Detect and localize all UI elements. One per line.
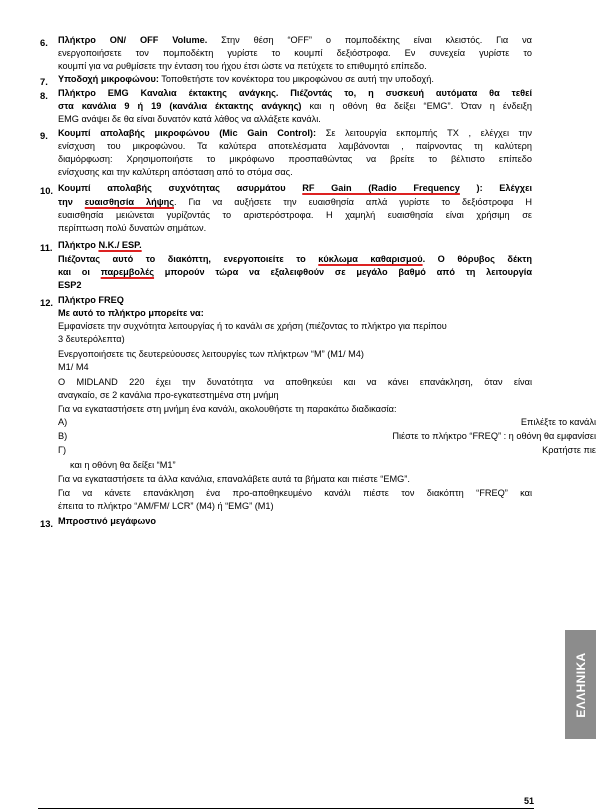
step-c-label: Γ) [58, 445, 67, 455]
item-6-line-3: κουμπί για να ρυθμίσετε την ένταση του ήχου έτσι ώστε να πετύχετε το επιθυμητό επίπεδο. [58, 61, 427, 71]
item-8-line-2: στα κανάλια 9 ή 19 (κανάλια έκτακτης ανάγκης) και η οθόνη θα δείξει “EMG”. Όταν η ένδειξη [58, 101, 532, 111]
item-7-line-1: Υποδοχή μικροφώνου: Τοποθετήστε τον κονέκτορα του μικροφώνου σε αυτή την υποδοχή. [58, 74, 434, 84]
item-10-line-1: Κουμπί απολαβής συχνότητας ασυρμάτου RF Gain (Radio Frequency ): Ελέγχει [58, 183, 532, 193]
item-11-line-3: και οι παρεμβολές μπορούν τώρα να εξαλειφθούν σε μεγάλο βαθμό από τη λειτουργία [58, 267, 532, 277]
item-number: 13. [40, 518, 54, 529]
step-b-label: B) [58, 431, 68, 441]
item-11-line-2: Πιέζοντας αυτό το διακόπτη, ενεργοποιείτε το κύκλωμα καθαρισμού. Ο θόρυβος δέκτη [58, 254, 532, 264]
language-tab-label: ΕΛΛΗΝΙΚΑ [573, 651, 588, 718]
item-11-line-4: ESP2 [58, 280, 82, 290]
item-13-title: Μπροστινό μεγάφωνο [58, 516, 156, 526]
item-12-line-7: Για να εγκαταστήσετε στη μνήμη ένα κανάλι, ακολουθήστε τη παρακάτω διαδικασία: [58, 404, 397, 414]
item-12-line-6: αναγκαίο, σε 2 κανάλια προ-εγκατεστημένα στη μνήμη [58, 390, 279, 400]
footer-divider [38, 808, 534, 809]
item-9-line-1: Κουμπί απολαβής μικροφώνου (Mic Gain Control): Σε λειτουργία εκπομπής TX , ελέγχει την [58, 128, 532, 138]
item-12-line-11: έπειτα το πλήκτρο “AM/FM/ LCR” (M4) ή “EMG” (M1) [58, 501, 274, 511]
item-10-line-2: την ευαισθησία λήψης. Για να αυξήσετε την ευαισθησία απλά γυρίστε το δεξιόστροφα Η [58, 197, 532, 207]
item-12-line-5: O MIDLAND 220 έχει την δυνατότητα να αποθηκεύει και να κάνει επανάκληση, όταν είναι [58, 377, 532, 387]
item-9-line-4: ενίσχυσης και την καλύτερη απόσταση από το στόμα σας. [58, 167, 293, 177]
nk-esp-highlight: N.K./ ESP. [98, 240, 142, 250]
item-number: 12. [40, 297, 54, 308]
rf-gain-highlight: RF Gain (Radio Frequency [302, 183, 460, 193]
item-11-line-1: Πλήκτρο N.K./ ESP. [58, 240, 142, 250]
item-number: 6. [40, 37, 48, 48]
item-12-line-9: Για να εγκαταστήσετε τα άλλα κανάλια, επαναλάβετε αυτά τα βήματα και πιέστε “EMG”. [58, 474, 410, 484]
interference-highlight: παρεμβολές [100, 267, 155, 277]
item-10-line-3: ευαισθησία μειώνεται γυρίζοντάς το αριστερόστροφα. Η χαμηλή ευαισθησία είναι χρήσιμη σε [58, 210, 532, 220]
item-number: 10. [40, 185, 54, 196]
item-8-line-1: Πλήκτρο EMG Καναλια έκτακτης ανάγκης. Πιέζοντάς το, η συσκευή αυτόματα θα τεθεί [58, 88, 532, 98]
item-number: 8. [40, 90, 48, 101]
item-12-title: Πλήκτρο FREQ [58, 295, 124, 305]
item-9-line-3: διαμόρφωση: Χρησιμοποιήστε το μικρόφωνο προσπαθώντας να βρείτε το βέλτιστο επίπεδο [58, 154, 532, 164]
item-12-line-8: και η οθόνη θα δείξει “M1” [70, 460, 176, 470]
cleaning-circuit-highlight: κύκλωμα καθαρισμού [318, 254, 423, 264]
item-10-line-4: περίπτωση πολύ δυνατών σημάτων. [58, 223, 207, 233]
step-c-text: Κρατήστε πιε [542, 445, 596, 455]
item-number: 9. [40, 130, 48, 141]
item-12-line-1: Εμφανίσετε την συχνότητα λειτουργίας ή το κανάλι σε χρήση (πιέζοντας το πλήκτρο για περίπου [58, 321, 447, 331]
item-6-line-1: Πλήκτρο ON/ OFF Volume. Στην θέση “OFF” ο πομποδέκτης είναι κλειστός. Για να [58, 35, 532, 45]
step-b-text: Πιέστε το πλήκτρο “FREQ” : η οθόνη θα εμφανίσει [392, 431, 596, 441]
item-number: 7. [40, 76, 48, 87]
item-12-line-4: M1/ M4 [58, 362, 89, 372]
step-a-text: Επιλέξτε το κανάλι [520, 417, 596, 427]
item-number: 11. [40, 242, 53, 253]
item-12-subtitle: Με αυτό το πλήκτρο μπορείτε να: [58, 308, 204, 318]
item-8-line-3: EMG ανάψει δε θα είναι δυνατόν κατά λάθος να αλλάξετε κανάλι. [58, 114, 321, 124]
item-6-line-2: ενεργοποιήσετε τον πομποδέκτη γυρίστε το κουμπί δεξιόστροφα. Εν συνεχεία γυρίστε το [58, 48, 532, 58]
item-12-line-10: Για να κάνετε επανάκληση ένα προ-αποθηκευμένο κανάλι πιέστε τον διακόπτη “FREQ” και [58, 488, 532, 498]
sensitivity-highlight: ευαισθησία λήψης [84, 197, 174, 207]
item-12-line-3: Ενεργοποιήσετε τις δευτερεύουσες λειτουργίες των πλήκτρων “M” (M1/ M4) [58, 349, 364, 359]
item-12-line-2: 3 δευτερόλεπτα) [58, 334, 125, 344]
step-a-label: A) [58, 417, 68, 427]
item-9-line-2: ενίσχυση του μικροφώνου. Τα καλύτερα αποτελέσματα λαμβάνονται , παίρνοντας τη καλύτερη [58, 141, 532, 151]
page-number: 51 [523, 796, 534, 806]
language-side-tab [565, 630, 596, 739]
